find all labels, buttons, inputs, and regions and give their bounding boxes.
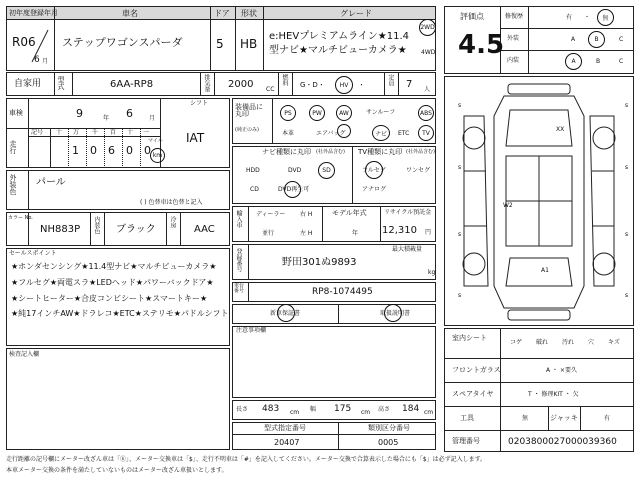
drive-4wd: 4WD xyxy=(421,49,436,56)
repair-dot: ・ xyxy=(584,14,591,21)
mgmt-value: 0203800027000039360 xyxy=(508,437,617,447)
mark-s-8: s xyxy=(625,292,629,299)
mileage-digit-label-5: 十 xyxy=(127,129,134,136)
exterior-grade-b-circle xyxy=(588,31,605,48)
new-warranty: 新車保証書 xyxy=(270,310,301,317)
grade-line-2: 型ナビ★マルチビューカメラ★ xyxy=(269,45,407,56)
equip-pw-circle xyxy=(309,105,325,121)
displacement-value: 2000 xyxy=(228,79,254,90)
fuel-hv: HV xyxy=(339,81,349,89)
inspection-label: 車検 xyxy=(9,109,23,117)
drive-2wd-circle xyxy=(419,19,436,36)
tv-oneseg: ワンセグ xyxy=(406,167,431,174)
registration-label: 登録番号 xyxy=(235,248,242,272)
shift-label: シフト xyxy=(190,100,209,107)
spare-label: スペアタイヤ xyxy=(452,390,494,398)
mileage-digit-3: 0 xyxy=(126,144,133,157)
reg-month-value: 6 xyxy=(34,55,40,65)
equip-abs: ABS xyxy=(420,109,432,117)
navi-sd: SD xyxy=(322,167,331,174)
reg-year-value: R06 xyxy=(12,35,36,49)
recycle-label: リサイクル預託金 xyxy=(384,209,432,216)
equip-sunroof: サンルーフ xyxy=(366,109,396,116)
color-no-label: カラー No. xyxy=(8,215,33,221)
sales-line-1: ★ホンダセンシング★11.4型ナビ★マルチビューカメラ★ xyxy=(11,262,217,271)
equip-ps: PS xyxy=(284,109,292,117)
interior-label: 内装色 xyxy=(93,216,100,234)
cc-unit: CC xyxy=(266,86,275,93)
drive-2wd: 2WD xyxy=(420,24,435,31)
inspection-month: 6 xyxy=(126,107,133,120)
model-name: ステップワゴンスパーダ xyxy=(62,36,183,49)
mileage-digit-label-0: 記号 xyxy=(31,129,44,136)
recycle-unit: 円 xyxy=(425,229,432,236)
mileage-mile-unit: マイル xyxy=(148,138,163,144)
navi-dvd: DVD xyxy=(288,167,302,174)
height-unit: cm xyxy=(424,409,434,416)
equipment-label: 装備品に丸印 xyxy=(235,103,263,118)
interior-grade-a-circle xyxy=(565,53,582,70)
class-label: 類別区分番号 xyxy=(368,424,410,432)
equip-etc: ETC xyxy=(398,130,410,137)
mark-s-5: s xyxy=(458,231,462,238)
mileage-digit-0: 1 xyxy=(72,144,79,157)
mileage-km-circle xyxy=(150,148,165,163)
repair-no: 無 xyxy=(602,15,609,22)
glass-value: A ・ ×要久 xyxy=(546,367,577,374)
exterior-grade-b: B xyxy=(594,36,599,43)
length-value: 483 xyxy=(262,404,280,414)
disp-label: 排気量 xyxy=(203,74,210,92)
capacity-value: 7 xyxy=(406,79,413,90)
manual-circle xyxy=(384,304,402,322)
mark-s-3: s xyxy=(458,164,462,171)
new-warranty-circle xyxy=(277,304,295,322)
navi-sub: (社外品含む) xyxy=(316,149,345,155)
equip-navi: ナビ xyxy=(374,130,387,138)
shape-label: 形状 xyxy=(241,9,257,18)
jack-label: ジャッキ xyxy=(550,414,578,422)
navi-dvd-play: DVD再生可 xyxy=(278,186,310,193)
exterior-grade-a: A xyxy=(571,36,576,43)
equip-airbag: エアバッグ xyxy=(316,130,346,137)
ac-value: AAC xyxy=(194,224,215,235)
mileage-digit-1: 0 xyxy=(90,144,97,157)
vin-label: 車台番号 xyxy=(234,283,245,294)
max-load-unit: kg xyxy=(428,269,436,276)
type-label: 型式 xyxy=(57,76,65,90)
equip-abs-circle xyxy=(418,105,434,121)
fuel-label: 燃料 xyxy=(281,74,288,86)
reg-year-label: 初年度登録年月 xyxy=(9,9,58,17)
equipment-sub: (純正のみ) xyxy=(235,127,259,133)
seat-label: 室内シート xyxy=(452,334,487,342)
import-left: 左 H xyxy=(300,230,313,237)
tv-analog: アナログ xyxy=(362,186,387,193)
seat-item-3: 汚れ xyxy=(562,339,575,346)
equip-airbag-circle xyxy=(337,124,351,138)
interior-grade-b: B xyxy=(596,58,601,65)
navi-hdd: HDD xyxy=(246,167,260,174)
shape-value: HB xyxy=(240,37,258,51)
import-dealer: ディーラー xyxy=(256,211,286,218)
seat-item-5: キズ xyxy=(608,339,620,346)
length-label: 長さ xyxy=(236,406,249,413)
height-label: 高さ xyxy=(378,406,391,413)
use-value: 自家用 xyxy=(14,79,42,89)
fuel-hv-circle xyxy=(335,76,353,94)
interior-score-label: 内装 xyxy=(507,57,520,64)
import-right: 右 H xyxy=(300,211,313,218)
interior-grade-c: C xyxy=(619,58,624,65)
sales-line-3: ★シートヒーター★合皮コンビシート★スマートキー★ xyxy=(11,294,208,303)
model-label: 車名 xyxy=(122,9,138,18)
equip-leather: 本革 xyxy=(282,130,295,137)
interior-grade-a: A xyxy=(571,58,576,65)
mark-s-2: s xyxy=(625,102,629,109)
mileage-digit-label-6: 一 xyxy=(143,129,150,136)
exterior-note: ( ) 色替車は色替と記入 xyxy=(140,199,203,206)
width-label: 幅 xyxy=(310,406,317,413)
footer-line-1: 走行距離の記号欄にメーター改ざん車は「Ⓚ」、メーター交換車は「$」、走行不明車は「#」を記入してください。メーター交換で合算表示した場合にも「$」は必ず記入します。 xyxy=(6,456,487,463)
width-value: 175 xyxy=(334,404,352,414)
model-code: 6AA-RP8 xyxy=(110,79,154,90)
tv-fullseg: フルセグ xyxy=(362,167,386,174)
grade-line-1: e:HEVプレミアムライン★11.4 xyxy=(269,31,410,42)
equip-pw: PW xyxy=(312,109,322,117)
import-parallel: 並行 xyxy=(262,230,275,237)
cap-label: 定員 xyxy=(387,74,394,86)
registration-number: 野田301ぬ9893 xyxy=(282,257,357,268)
recycle-value: 12,310 xyxy=(382,225,417,236)
tv-fullseg-circle xyxy=(365,161,383,179)
jack-value: 有 xyxy=(604,415,611,422)
equip-navi-circle xyxy=(372,125,390,141)
width-unit: cm xyxy=(361,409,371,416)
doors-value: 5 xyxy=(216,37,224,51)
fuel-options: G・D・ xyxy=(300,81,325,89)
sales-line-2: ★フルセグ★両電スラ★LEDヘッド★パワーバックドア★ xyxy=(11,278,214,287)
class-value: 0005 xyxy=(378,438,399,447)
navi-label: ナビ種類に丸印 xyxy=(262,148,311,156)
mileage-km: km xyxy=(152,152,163,159)
ac-label: 冷房 xyxy=(169,216,176,228)
mileage-label: 走行 xyxy=(9,140,17,154)
repair-no-circle xyxy=(597,9,614,26)
type-row xyxy=(6,72,436,96)
mark-s-6: s xyxy=(625,231,629,238)
model-year-unit: 年 xyxy=(352,230,359,237)
repair-label: 修復歴 xyxy=(505,13,524,20)
mark-w2: W2 xyxy=(503,202,513,209)
manual: 取扱説明書 xyxy=(380,310,411,317)
car-diagram xyxy=(444,76,634,326)
mark-s-1: s xyxy=(458,102,462,109)
mark-s-4: s xyxy=(625,164,629,171)
reg-month-unit: 月 xyxy=(42,58,49,65)
repair-yes: 有 xyxy=(566,14,573,21)
seat-item-1: コゲ xyxy=(510,339,523,346)
mileage-digit-label-3: 千 xyxy=(92,129,99,136)
navi-sd-circle xyxy=(318,162,335,179)
exterior-grade-c: C xyxy=(619,36,624,43)
height-value: 184 xyxy=(402,404,420,414)
max-load-label: 最大積載量 xyxy=(392,246,423,253)
equip-tv: TV xyxy=(422,129,430,137)
mileage-digit-2: 6 xyxy=(108,144,115,157)
inspection-year-unit: 年 xyxy=(103,115,110,122)
cap-unit: 人 xyxy=(424,86,431,93)
tv-sub: (社外品含む) xyxy=(406,149,435,155)
glass-label: フロントガラス xyxy=(452,366,501,374)
navi-cd: CD xyxy=(250,186,259,193)
type-cert-label: 型式指定番号 xyxy=(264,424,306,432)
shift-value: IAT xyxy=(186,131,205,145)
doors-label: ドア xyxy=(214,9,230,18)
equip-tv-circle xyxy=(418,125,434,141)
spare-value: T ・ 修理KIT ・ 欠 xyxy=(528,391,579,398)
mgmt-label: 管理番号 xyxy=(452,437,480,445)
inspection-month-unit: 月 xyxy=(149,115,156,122)
interior-value: ブラック xyxy=(116,224,156,235)
vin-value: RP8-1074495 xyxy=(312,287,373,297)
sales-label: セールスポイント xyxy=(9,250,57,257)
tools-value: 無 xyxy=(522,415,529,422)
fuel-tail: ・ xyxy=(358,81,365,89)
equip-aw-circle xyxy=(336,105,352,121)
footer-line-2: 本車メーター交換の条件を満たしていないものはメーター改ざん車扱いとします。 xyxy=(6,467,228,474)
inspector-label: 検査記入欄 xyxy=(9,351,40,358)
inspector-box xyxy=(6,348,230,450)
equip-ps-circle xyxy=(280,105,296,121)
mileage-digit-label-2: 万 xyxy=(73,129,80,136)
model-year-label: モデル年式 xyxy=(332,209,367,217)
seat-item-2: 破れ xyxy=(536,339,549,346)
navi-dvd-play-circle xyxy=(284,181,301,198)
seat-item-4: 穴 xyxy=(588,339,595,346)
notes-box xyxy=(232,326,436,398)
mark-s-7: s xyxy=(458,292,462,299)
score-label: 評価点 xyxy=(460,12,484,21)
color-no-value: NH883P xyxy=(40,224,81,235)
mileage-digit-label-1: 十 xyxy=(56,129,63,136)
equip-aw: AW xyxy=(339,109,349,117)
type-cert-value: 20407 xyxy=(274,438,300,447)
sales-line-4: ★純17インチAW★ドラレコ★ETC★ステリモ★パドルシフト xyxy=(11,309,229,318)
tools-label: 工具 xyxy=(460,414,474,422)
grade-label: グレード xyxy=(340,9,372,18)
exterior-color: パール xyxy=(36,177,66,188)
tv-label: TV種類に丸印 xyxy=(358,148,403,156)
mark-xx: XX xyxy=(556,126,565,133)
exterior-label: 外装色 xyxy=(9,174,17,195)
mileage-digit-label-4: 百 xyxy=(110,129,117,136)
inspection-year: 9 xyxy=(76,107,83,120)
score-value: 4.5 xyxy=(458,30,505,60)
notes-label: 注意事項欄 xyxy=(236,327,267,334)
exterior-score-label: 外装 xyxy=(507,35,520,42)
mileage-digit-4: 0 xyxy=(144,144,151,157)
mark-a1: A1 xyxy=(541,267,549,274)
length-unit: cm xyxy=(290,409,300,416)
import-label: 輸入車 xyxy=(235,210,242,228)
